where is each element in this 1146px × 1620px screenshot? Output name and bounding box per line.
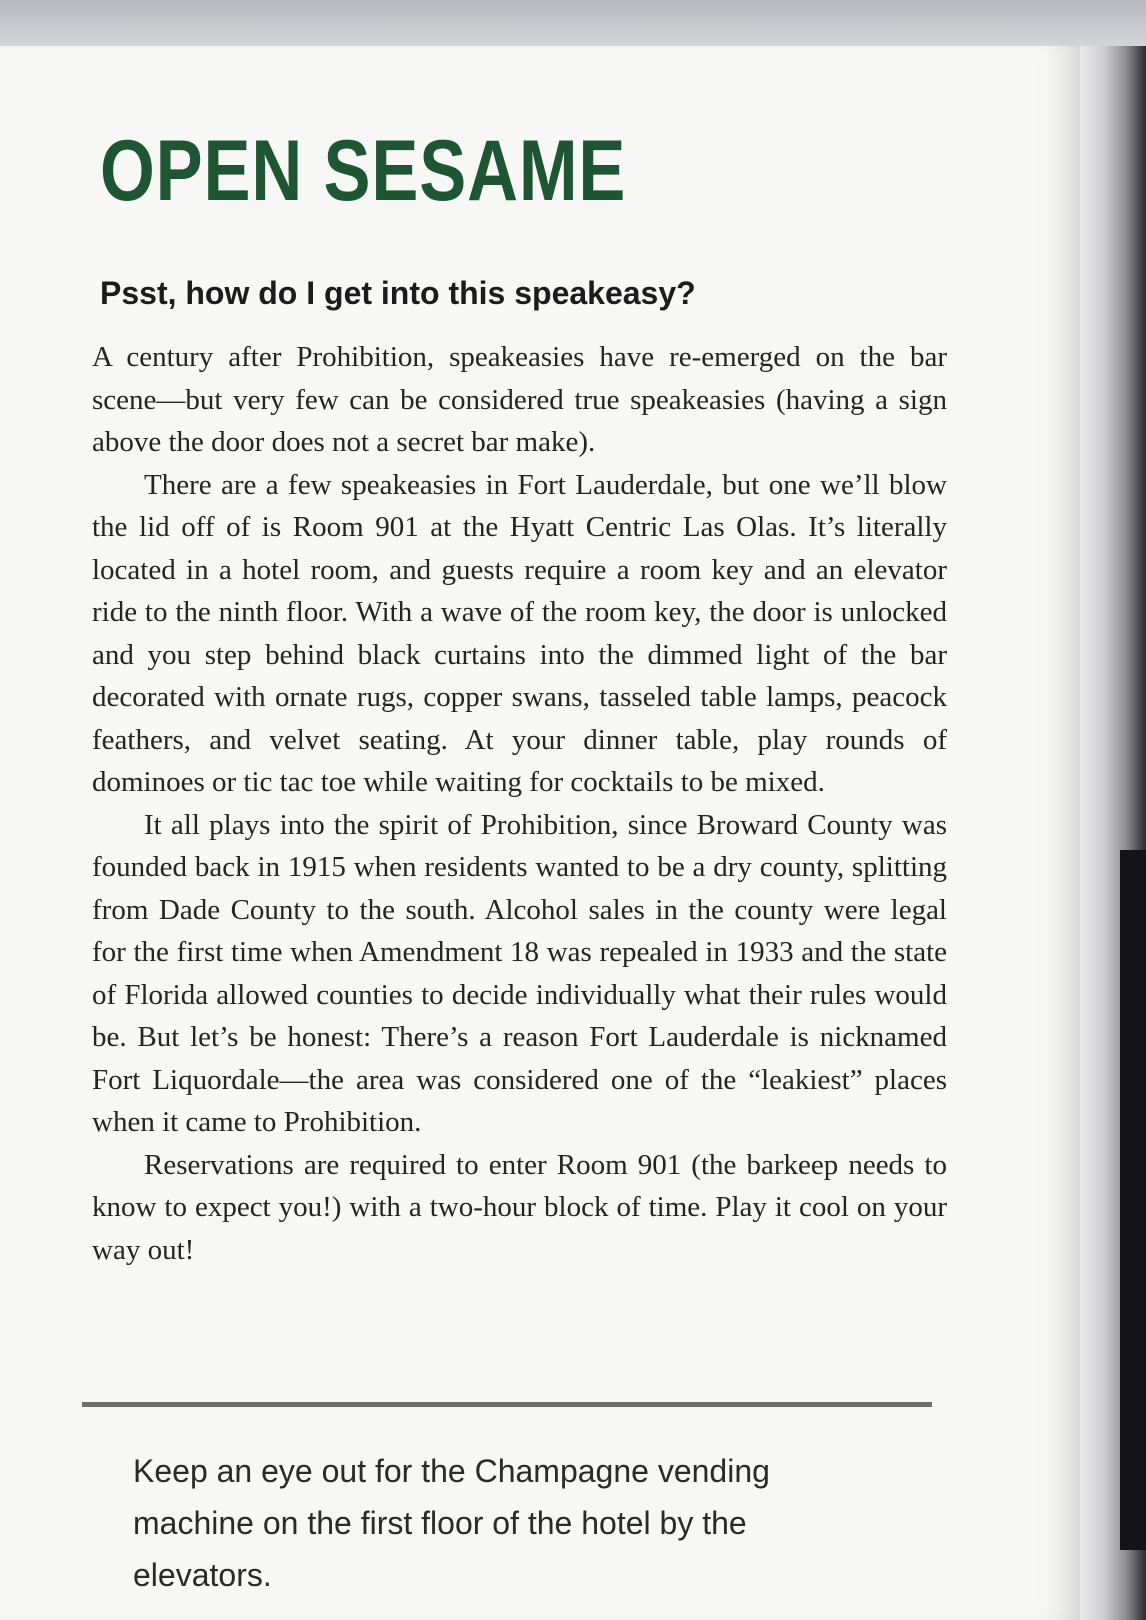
divider-rule	[82, 1402, 932, 1407]
facing-page-edge	[1120, 850, 1146, 1550]
section-subtitle: Psst, how do I get into this speakeasy?	[100, 275, 696, 311]
article-paragraph-2: There are a few speakeasies in Fort Lauderdale, but one we’ll blow the lid off of is Room 901 at the Hyatt Centric Las Olas. It’s literally located in a hotel room, and guests require a room key and an elevator ride to the ninth floor. With a wave of the room key, the door is unlocked and you step behind black curtains into the dimmed light of the bar decorated with ornate rugs, copper swans, tasseled table lamps, peacock feathers, and velvet seating. At your dinner table, play rounds of dominoes or tic tac toe while waiting for cocktails to be mixed.	[92, 468, 947, 798]
article-paragraph-4: Reservations are required to enter Room 901 (the barkeep needs to know to expect you!) with a two-hour block of time. Play it cool on your way out!	[92, 1148, 947, 1266]
tip-callout: Keep an eye out for the Champagne vending machine on the first floor of the hotel by the elevators.	[133, 1453, 770, 1593]
section-title: OPEN SESAME	[100, 123, 627, 219]
article-paragraph-3: It all plays into the spirit of Prohibition, since Broward County was founded back in 1915 when residents wanted to be a dry county, splitting from Dade County to the south. Alcohol sales in the county were legal for the first time when Amendment 18 was repealed in 1933 and the state of Florida allowed counties to decide individually what their rules would be. But let’s be honest: There’s a reason Fort Lauderdale is nicknamed Fort Liquordale—the area was considered one of the “leakiest” places when it came to Prohibition.	[92, 808, 947, 1138]
scanner-background	[0, 0, 1146, 50]
article-paragraph-1: A century after Prohibition, speakeasies have re-emerged on the bar scene—but very few can be considered true speakeasies (having a sign above the door does not a secret bar make).	[92, 341, 947, 458]
article-body	[92, 336, 947, 1271]
